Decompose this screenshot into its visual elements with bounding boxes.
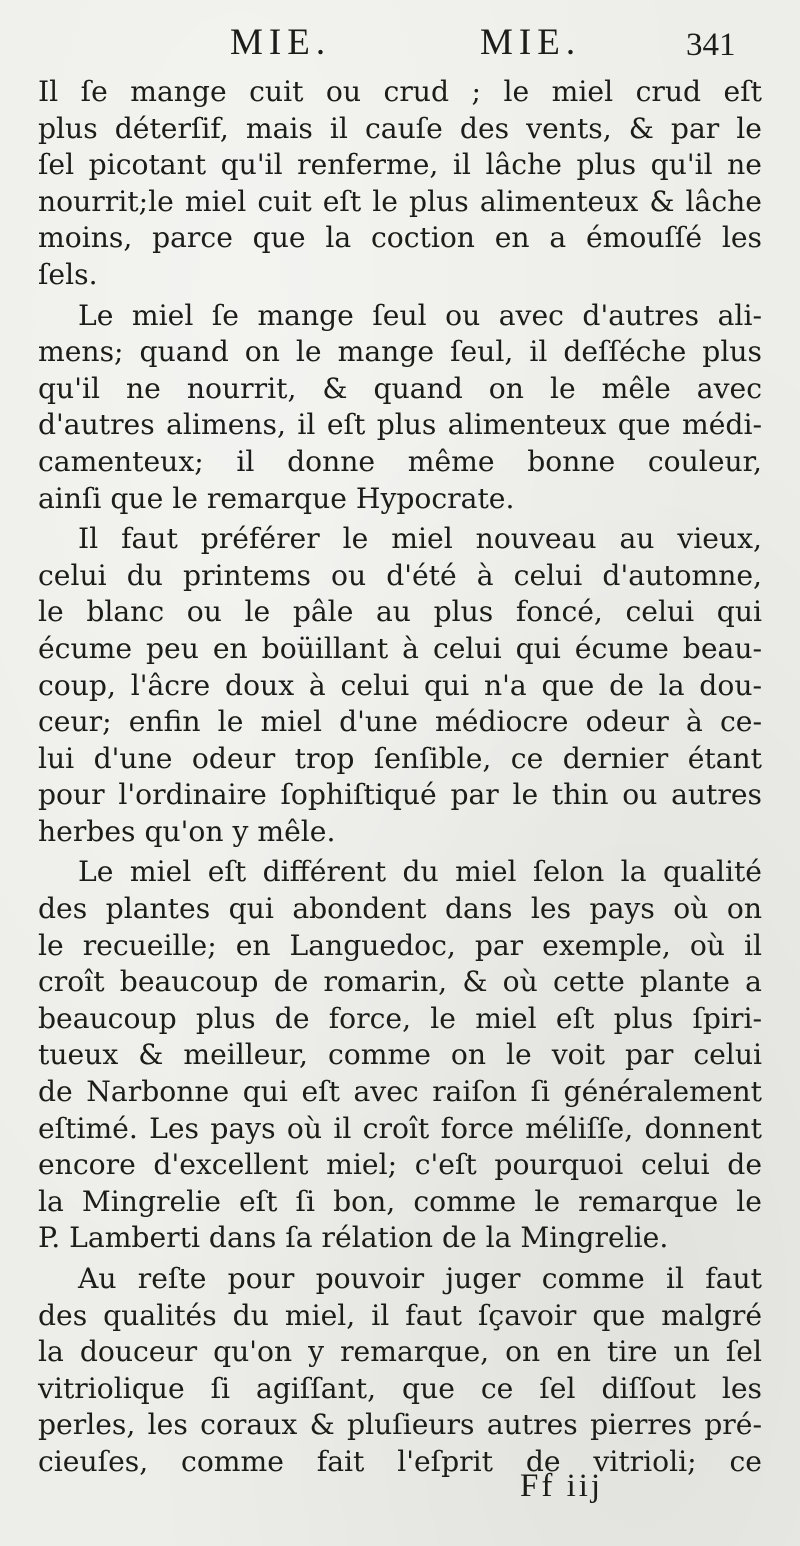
text-line: mens; quand on le mange ſeul, il deſſéche plus (38, 335, 762, 369)
text-line: coup, l'âcre doux à celui qui n'a que de la dou- (38, 668, 762, 702)
text-line: Il ſe mange cuit ou crud ; le miel crud eſt (38, 75, 762, 108)
text-line: des qualités du miel, il faut ſçavoir que malgré (38, 1298, 762, 1332)
text-line: nourrit;le miel cuit eſt le plus alimenteux & lâche (38, 184, 762, 218)
text-line: écume peu en boüillant à celui qui écume beau- (38, 631, 762, 665)
page-header (38, 18, 764, 68)
text-line: ceur; enfin le miel d'une médiocre odeur à ce- (38, 705, 762, 739)
text-line: de Narbonne qui eſt avec raiſon ſi généralement (38, 1075, 762, 1109)
text-line: encore d'excellent miel; c'eſt pourquoi celui de (38, 1148, 762, 1182)
text-line: d'autres alimens, il eſt plus alimenteux que médi- (38, 408, 762, 442)
text-line: des plantes qui abondent dans les pays où on (38, 892, 762, 926)
text-line: Le miel eſt différent du miel ſelon la qualité (78, 855, 762, 889)
text-line: ſels. (38, 257, 98, 291)
text-line: beaucoup plus de force, le miel eſt plus ſpiri- (38, 1001, 762, 1035)
text-line: ſel picotant qu'il renferme, il lâche plus qu'il ne (38, 148, 762, 182)
paragraph-3 (38, 521, 762, 850)
catchword-signature: Ff iij (520, 1468, 604, 1504)
text-line: croît beaucoup de romarin, & où cette plante a (38, 965, 762, 999)
text-line: P. Lamberti dans ſa rélation de la Mingrelie. (38, 1221, 669, 1255)
text-line: plus déterſif, mais il cauſe des vents, & par le (38, 111, 762, 145)
paragraph-5 (38, 1261, 762, 1481)
running-head-right: MIE. (480, 22, 582, 63)
text-line: la Mingrelie eſt ſi bon, comme le remarque le (38, 1184, 762, 1218)
text-line: camenteux; il donne même bonne couleur, (38, 444, 762, 478)
text-line: pour l'ordinaire ſophiſtiqué par le thin ou autres (38, 778, 762, 812)
text-line: Le miel ſe mange ſeul ou avec d'autres ali- (78, 298, 762, 332)
text-line: Au reſte pour pouvoir juger comme il faut (78, 1262, 762, 1295)
text-line: ainſi que le remarque Hypocrate. (38, 481, 515, 515)
body-text (38, 74, 762, 1481)
text-line: eſtimé. Les pays où il croît force méliſſe, donnent (38, 1111, 762, 1145)
text-line: cieuſes, comme fait l'eſprit de vitrioli; ce (38, 1444, 762, 1478)
text-line: lui d'une odeur trop ſenſible, ce dernier étant (38, 741, 762, 775)
paragraph-4 (38, 854, 762, 1257)
paragraph-1 (38, 74, 762, 294)
text-line: celui du printems ou d'été à celui d'automne, (38, 558, 762, 592)
text-line: Il faut préférer le miel nouveau au vieux, (78, 522, 762, 556)
text-line: tueux & meilleur, comme on le voit par celui (38, 1038, 762, 1072)
text-line: moins, parce que la coction en a émouſſé les (38, 221, 762, 255)
text-line: herbes qu'on y mêle. (38, 814, 336, 848)
paragraph-2 (38, 298, 762, 518)
text-line: le recueille; en Languedoc, par exemple, où il (38, 928, 762, 962)
running-head-left: MIE. (230, 22, 332, 63)
text-line: vitriolique ſi agiſſant, que ce ſel diſſout les (38, 1371, 762, 1405)
text-line: perles, les coraux & pluſieurs autres pierres pré- (38, 1408, 762, 1442)
text-line: le blanc ou le pâle au plus foncé, celui qui (38, 595, 762, 629)
text-line: qu'il ne nourrit, & quand on le mêle avec (38, 371, 762, 405)
text-line: la douceur qu'on y remarque, on en tire un ſel (38, 1335, 762, 1369)
page-number: 341 (686, 27, 736, 63)
